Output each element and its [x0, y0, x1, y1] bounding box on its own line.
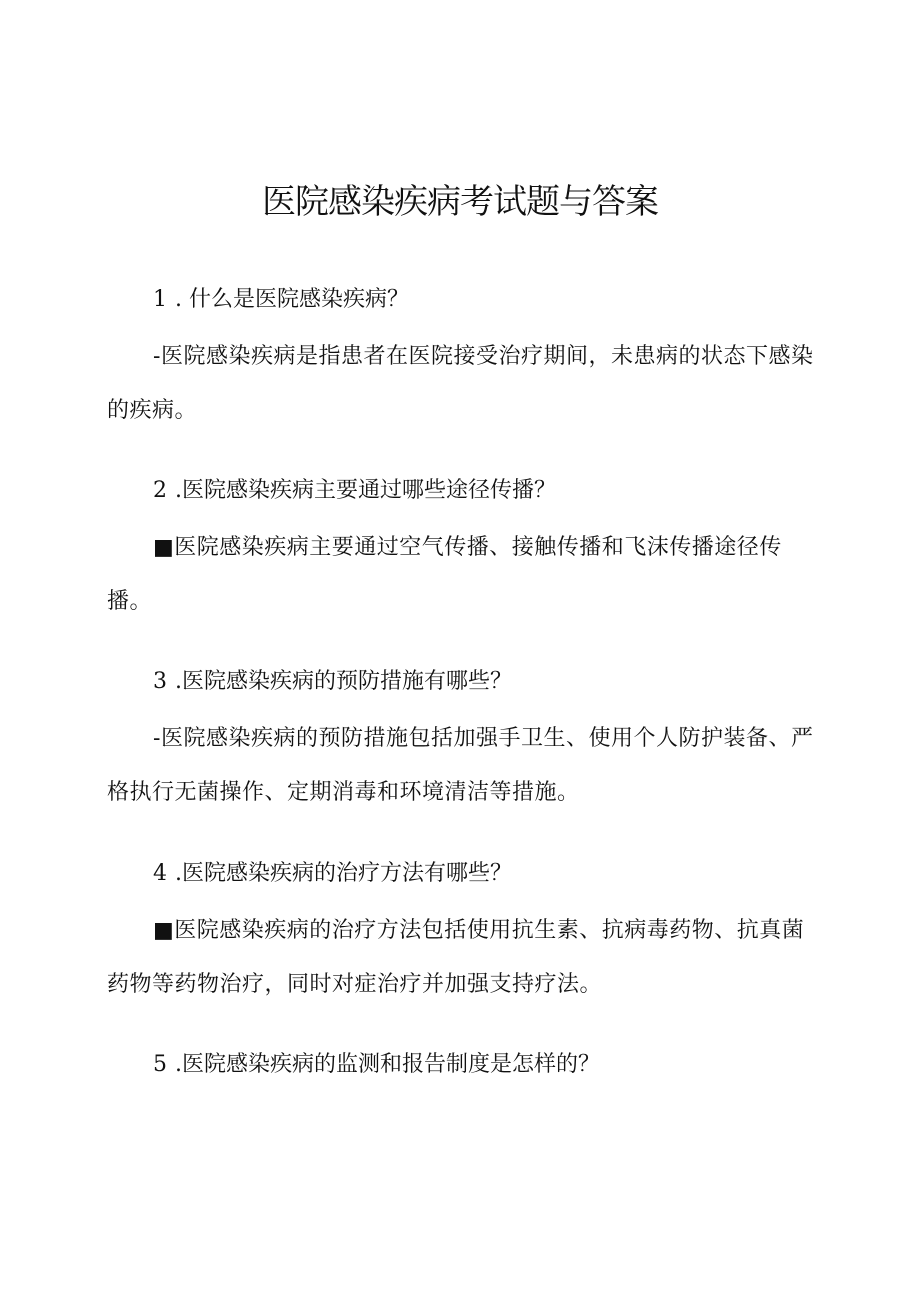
answer-text: 医院感染疾病的治疗方法包括使用抗生素、抗病毒药物、抗真菌药物等药物治疗，同时对症治疗并加强支持疗法。 — [107, 918, 805, 997]
question-1 — [107, 284, 817, 316]
question-text: .医院感染疾病主要通过哪些途径传播？ — [175, 478, 556, 503]
answer-3 — [107, 712, 817, 820]
answer-text: 医院感染疾病的预防措施包括加强手卫生、使用个人防护装备、严格执行无菌操作、定期消毒和环境清洁等措施。 — [107, 726, 814, 805]
square-bullet-marker: ■ — [153, 535, 175, 560]
answer-2 — [107, 521, 817, 629]
qa-item-3 — [107, 666, 817, 820]
answer-4 — [107, 904, 817, 1012]
question-text: .医院感染疾病的预防措施有哪些？ — [175, 669, 512, 694]
document-title: 医院感染疾病考试题与答案 — [262, 182, 658, 222]
question-3 — [107, 666, 817, 698]
question-number: 2 — [153, 478, 167, 503]
question-text: .医院感染疾病的治疗方法有哪些？ — [175, 861, 512, 886]
question-text: . 什么是医院感染疾病？ — [175, 287, 409, 312]
question-2 — [107, 475, 817, 507]
answer-text: 医院感染疾病主要通过空气传播、接触传播和飞沫传播途径传播。 — [107, 535, 782, 614]
question-number: 4 — [153, 861, 167, 886]
qa-item-2 — [107, 475, 817, 629]
question-text: .医院感染疾病的监测和报告制度是怎样的？ — [175, 1052, 600, 1077]
qa-item-1 — [107, 284, 817, 438]
square-bullet-marker: ■ — [153, 918, 175, 943]
question-number: 5 — [153, 1052, 167, 1077]
dash-marker: - — [153, 344, 161, 369]
answer-text: 医院感染疾病是指患者在医院接受治疗期间，未患病的状态下感染的疾病。 — [107, 344, 814, 423]
answer-1 — [107, 330, 817, 438]
question-4 — [107, 858, 817, 890]
question-number: 3 — [153, 669, 167, 694]
question-number: 1 — [153, 287, 167, 312]
dash-marker: - — [153, 726, 161, 751]
qa-item-5 — [107, 1049, 817, 1081]
qa-item-4 — [107, 858, 817, 1012]
question-5 — [107, 1049, 817, 1081]
